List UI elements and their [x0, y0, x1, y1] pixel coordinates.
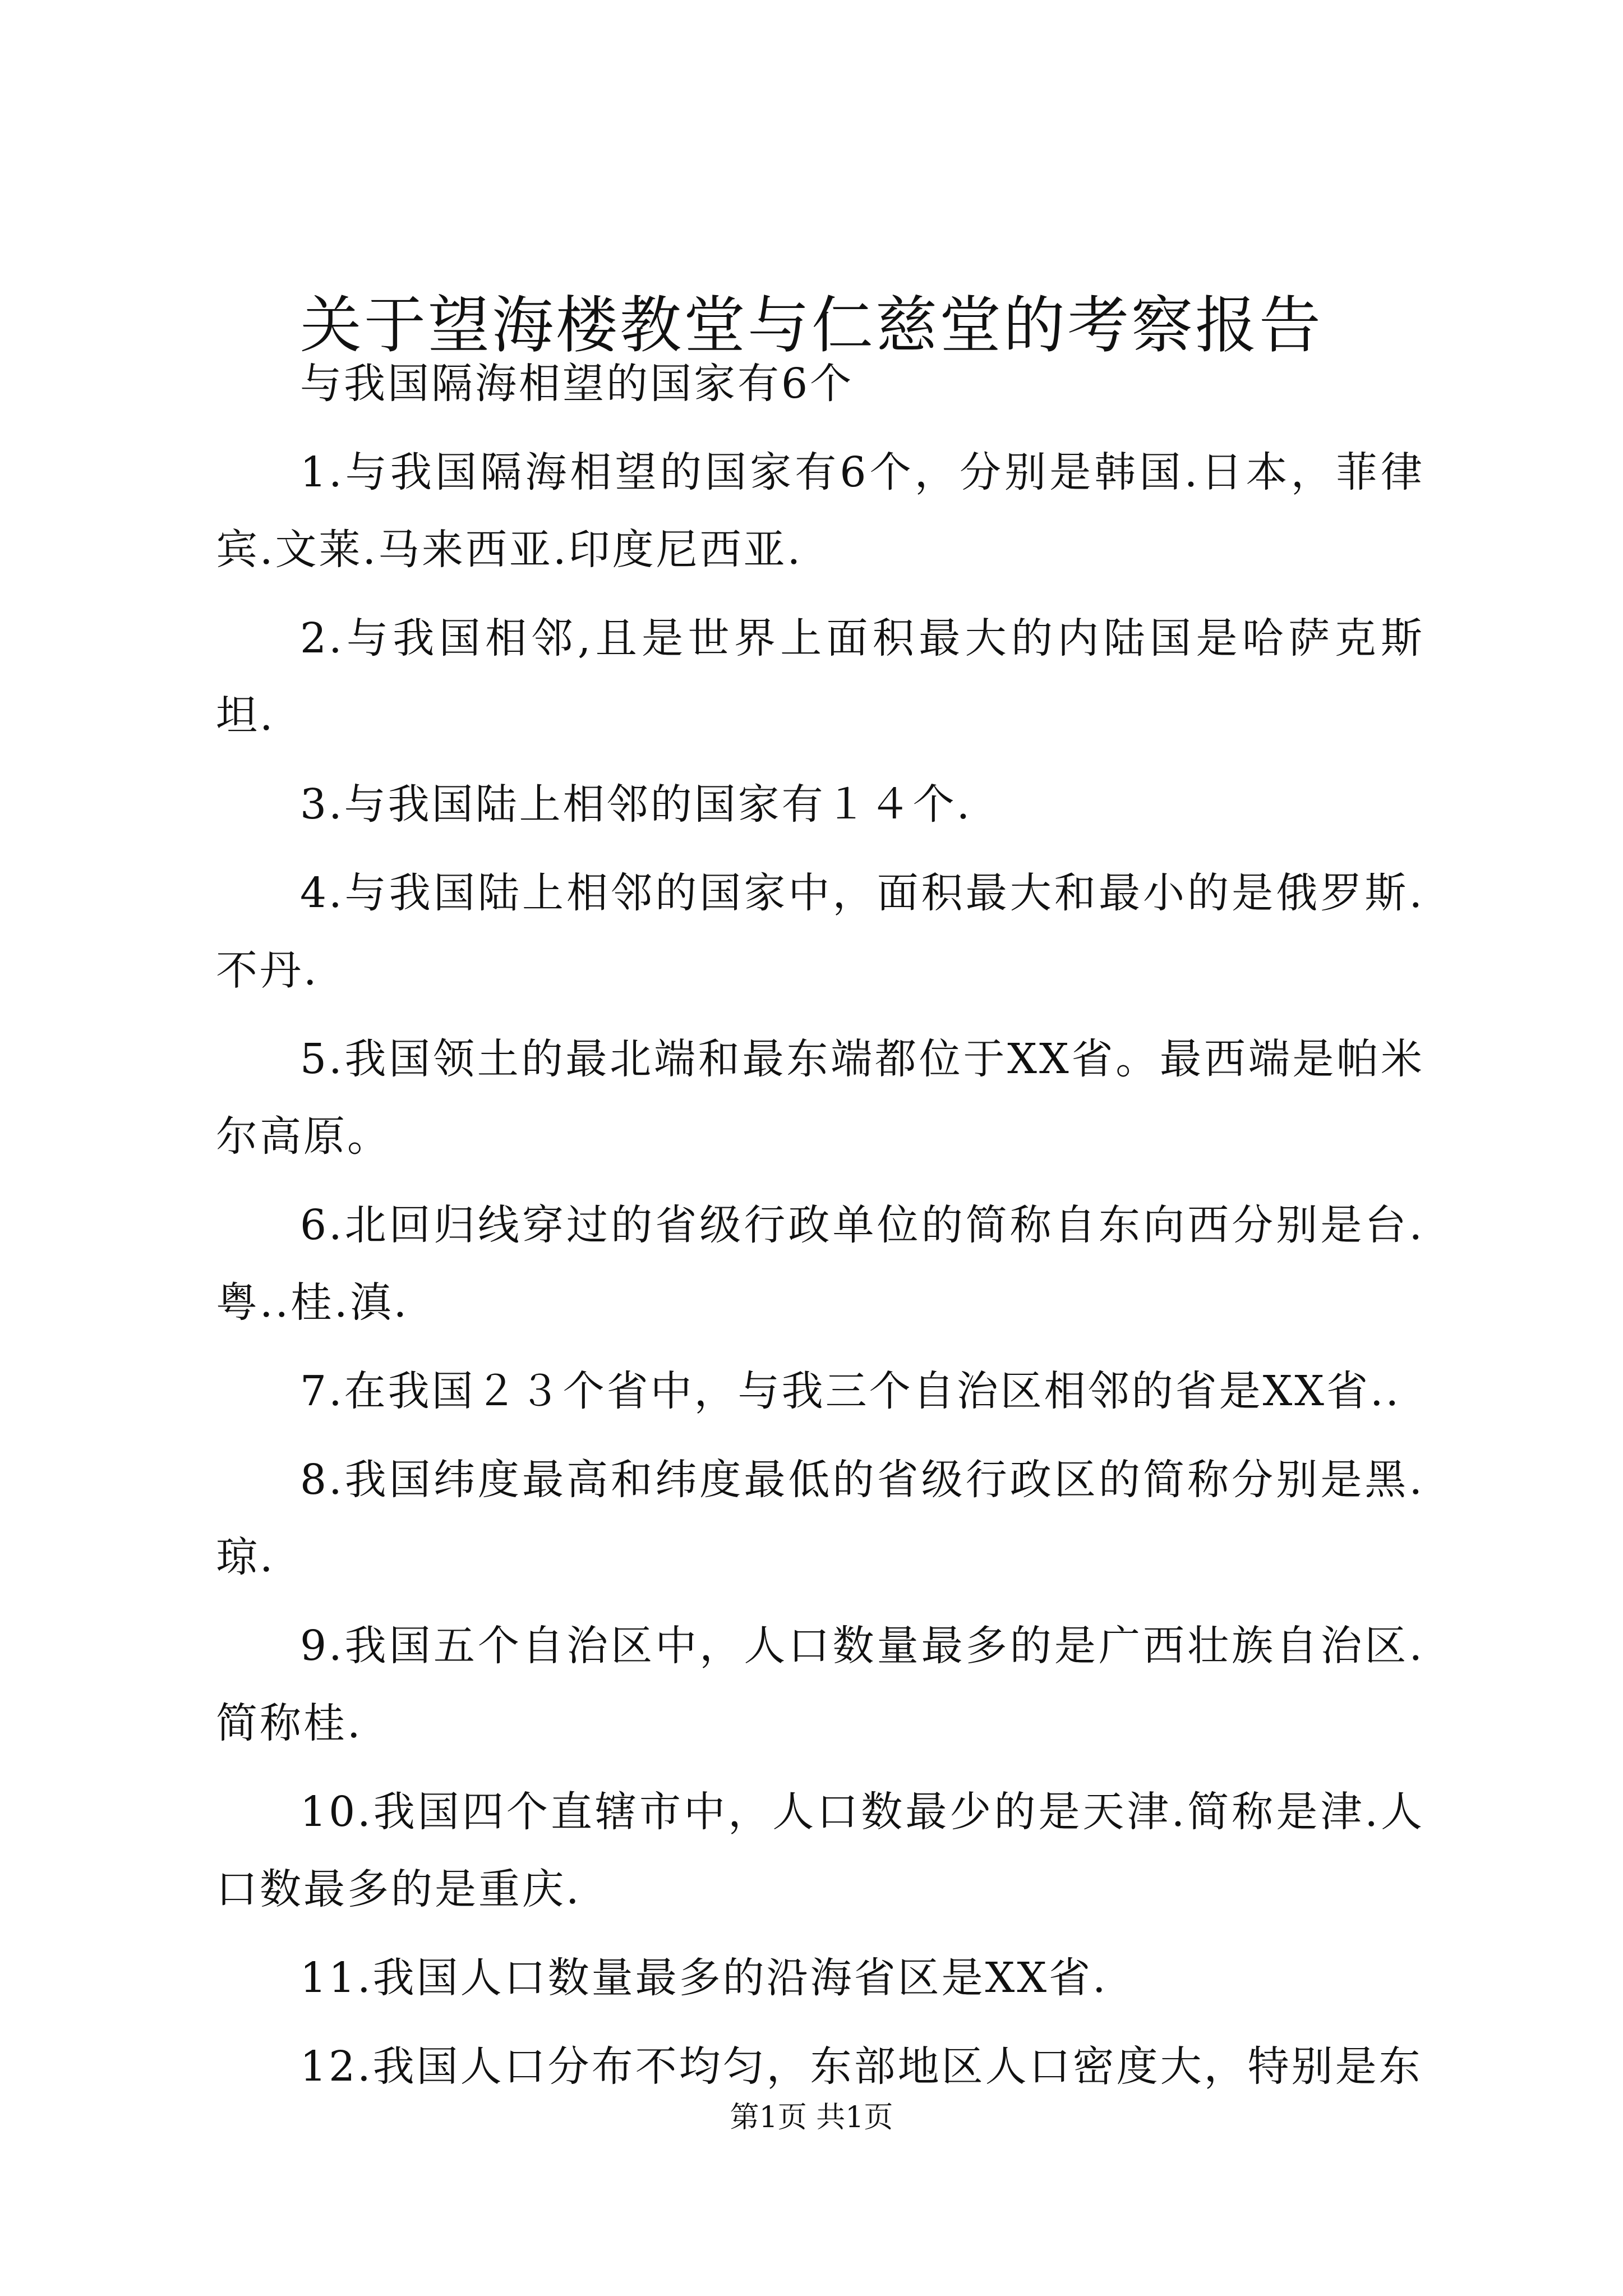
paragraph: 7.在我国２３个省中，与我三个自治区相邻的省是XX省.. [300, 1367, 1401, 1415]
paragraph: 3.与我国陆上相邻的国家有１４个. [300, 780, 972, 829]
paragraph: 4.与我国陆上相邻的国家中，面积最大和最小的是俄罗斯.不丹. [216, 869, 1424, 995]
paragraph: 1.与我国隔海相望的国家有6个，分别是韩国.日本，菲律宾.文莱.马来西亚.印度尼西亚. [216, 448, 1424, 574]
paragraph: 9.我国五个自治区中，人口数量最多的是广西壮族自治区.简称桂. [216, 1622, 1424, 1747]
paragraph: 11.我国人口数量最多的沿海省区是XX省. [300, 1954, 1108, 2002]
paragraph: 6.北回归线穿过的省级行政单位的简称自东向西分别是台.粤..桂.滇. [216, 1201, 1424, 1327]
paragraph: 与我国隔海相望的国家有6个 [300, 360, 854, 408]
paragraph: 5.我国领土的最北端和最东端都位于XX省。最西端是帕米尔高原。 [216, 1035, 1424, 1161]
paragraph: 10.我国四个直辖市中，人口数最少的是天津.简称是津.人口数最多的是重庆. [216, 1788, 1424, 1913]
paragraph: 2.与我国相邻,且是世界上面积最大的内陆国是哈萨克斯坦. [216, 614, 1424, 740]
document-title: 关于望海楼教堂与仁慈堂的考察报告 [300, 289, 1323, 361]
page-number-footer: 第1页 共1页 [730, 2101, 893, 2134]
document-body [216, 345, 1424, 2116]
paragraph: 8.我国纬度最高和纬度最低的省级行政区的简称分别是黑.琼. [216, 1456, 1424, 1581]
paragraph: 12.我国人口分布不均匀，东部地区人口密度大，特别是东 [300, 2042, 1423, 2091]
